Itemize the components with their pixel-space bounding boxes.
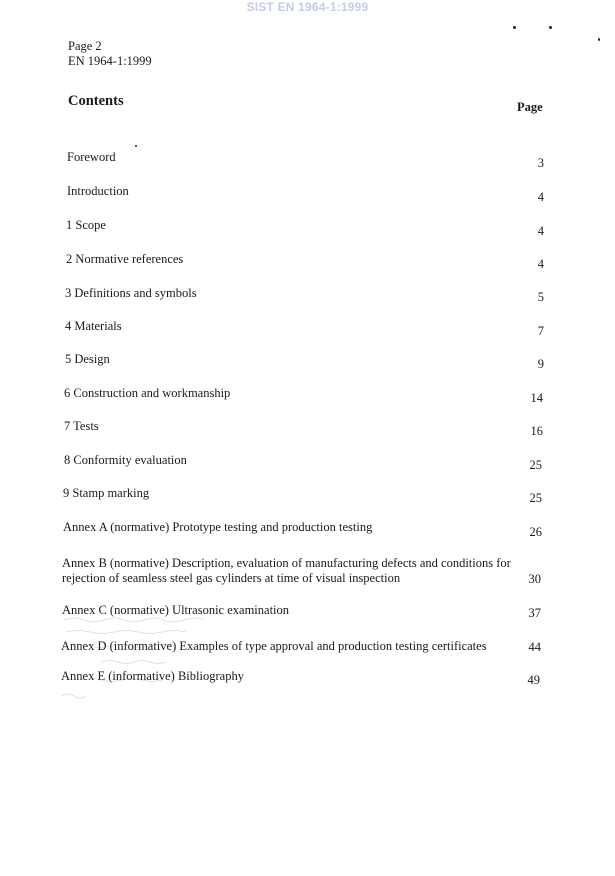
- toc-entry-label: 7 Tests: [64, 419, 99, 433]
- toc-entry-page: 4: [537, 257, 544, 271]
- toc-entry-label: Foreword: [67, 150, 116, 164]
- scan-speck: [549, 26, 552, 29]
- toc-entry-label: 1 Scope: [66, 218, 106, 232]
- page-number: Page 2: [68, 39, 102, 53]
- toc-entry-page: 5: [537, 290, 544, 304]
- toc-entry-label: 9 Stamp marking: [63, 486, 150, 500]
- scan-speck: [135, 145, 137, 147]
- standard-number: EN 1964-1:1999: [68, 54, 152, 68]
- toc-entry-label: Annex C (normative) Ultrasonic examination: [62, 603, 290, 617]
- toc-entry-page: 25: [529, 458, 542, 472]
- toc-entry-label: 6 Construction and workmanship: [64, 386, 231, 400]
- toc-entry-page: 49: [527, 673, 540, 687]
- toc-entry-label: Annex D (informative) Examples of type approval and production testing certificates: [61, 639, 487, 653]
- toc-entry-page: 30: [528, 572, 541, 586]
- toc-entry-label: Introduction: [67, 184, 129, 198]
- scan-speck: [598, 38, 600, 41]
- toc-entry-label: Annex B (normative) Description, evaluation of manufacturing defects and conditions for: [62, 556, 511, 570]
- toc-entry-page: 9: [537, 357, 544, 371]
- toc-entry-label: 5 Design: [65, 352, 110, 366]
- toc-entry-label: 8 Conformity evaluation: [64, 453, 187, 467]
- toc-entry-page: 4: [537, 224, 544, 238]
- toc-entry-label: 4 Materials: [65, 319, 122, 333]
- toc-entry-page: 16: [530, 424, 543, 438]
- toc-entry-page: 14: [530, 391, 543, 405]
- toc-entry-page: 3: [537, 156, 544, 170]
- scan-speck: [513, 26, 516, 29]
- page-header: [68, 39, 152, 69]
- toc-entry-page: 4: [537, 190, 544, 204]
- toc-entry-label-continued: rejection of seamless steel gas cylinders at time of visual inspection: [62, 571, 401, 585]
- toc-entry-page: 44: [528, 640, 541, 654]
- toc-entry-label: 3 Definitions and symbols: [65, 286, 197, 300]
- toc-entry-page: 37: [528, 606, 541, 620]
- toc-entry-page: 25: [529, 491, 542, 505]
- toc-entry-page: 7: [537, 324, 544, 338]
- page-title: Contents: [68, 93, 124, 109]
- toc-entry-page: 26: [529, 525, 542, 539]
- toc-entry-label: Annex A (normative) Prototype testing and production testing: [63, 520, 373, 534]
- watermark: SIST EN 1964-1:1999: [246, 0, 369, 14]
- toc-entry-label: Annex E (informative) Bibliography: [61, 669, 244, 683]
- toc-entry-label: 2 Normative references: [66, 252, 184, 266]
- page-column-heading: Page: [517, 100, 543, 114]
